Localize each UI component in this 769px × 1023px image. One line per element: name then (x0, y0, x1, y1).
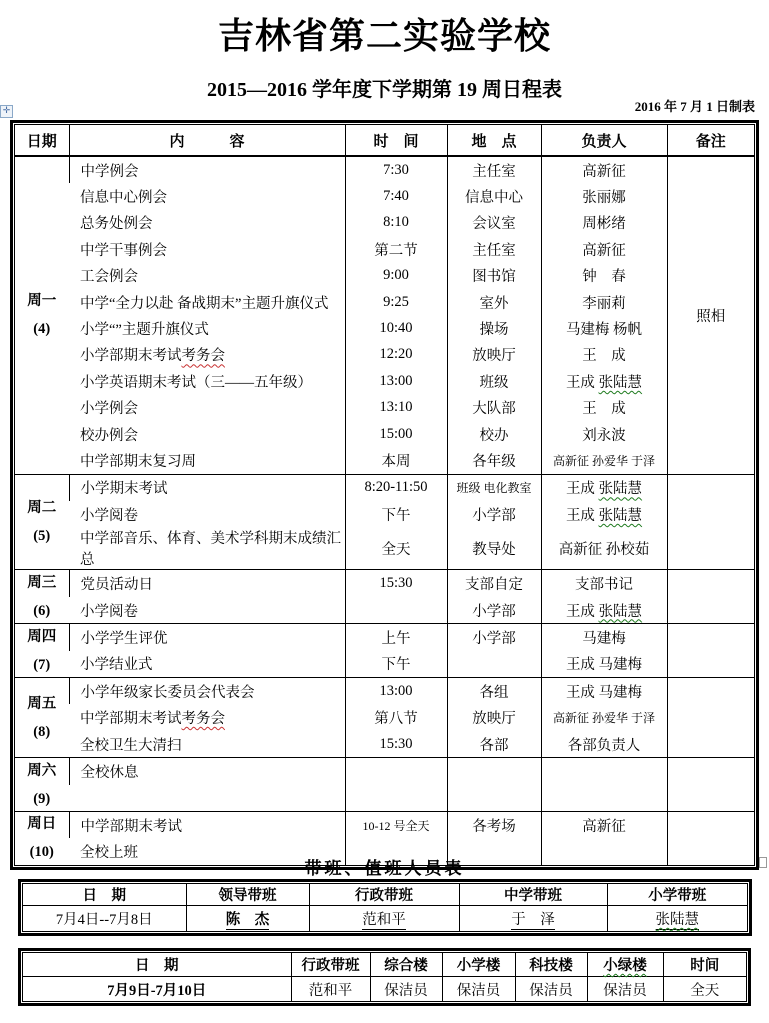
cleaning-cell: 保洁员 (370, 977, 442, 1002)
day-block (15, 678, 754, 758)
time-cell: 8:10 (345, 210, 447, 236)
person-cell: 李丽莉 (541, 289, 667, 315)
schedule-row (15, 368, 754, 394)
column-header: 日 期 (23, 884, 186, 906)
column-header: 地 点 (447, 125, 541, 156)
day-label: 周一 (4) (15, 156, 69, 474)
column-header: 小学楼 (442, 953, 515, 977)
column-header: 日期 (15, 125, 69, 156)
day-block (15, 758, 754, 812)
person-cell: 周彬绪 (541, 210, 667, 236)
schedule-row (15, 421, 754, 447)
content-cell: 小学例会 (80, 401, 138, 418)
schedule-row (15, 624, 754, 651)
column-header: 日 期 (23, 953, 291, 977)
time-cell: 12:20 (345, 342, 447, 368)
day-label: 周四 (7) (15, 624, 69, 678)
place-cell: 图书馆 (447, 263, 541, 289)
cleaning-cell: 7月9日-7月10日 (107, 982, 207, 999)
day-block (15, 570, 754, 624)
duty-data-row (23, 906, 747, 932)
place-cell: 主任室 (447, 236, 541, 262)
column-header: 中学带班 (459, 884, 607, 906)
content-cell: 小学学生评优 (69, 624, 345, 651)
schedule-table-header (15, 125, 754, 156)
person-cell: 马建梅 (541, 624, 667, 651)
time-cell: 15:00 (345, 421, 447, 447)
person-cell: 各部负责人 (541, 731, 667, 758)
person-cell: 王成 张陆慧 (541, 501, 667, 527)
time-cell: 15:30 (345, 570, 447, 597)
time-cell: 13:10 (345, 395, 447, 421)
person-cell: 王成 张陆慧 (541, 597, 667, 624)
person-cell: 支部书记 (541, 570, 667, 597)
place-cell: 放映厅 (447, 704, 541, 730)
time-cell (345, 597, 447, 624)
day-label: 周三 (6) (15, 570, 69, 624)
content-cell: 中学部期末复习周 (80, 453, 196, 470)
place-cell: 支部自定 (447, 570, 541, 597)
underlined-name: 范和平 (362, 912, 406, 928)
content-cell: 全校上班 (80, 845, 138, 862)
spellcheck-squiggle: 考务会 (181, 348, 225, 365)
place-cell: 班级 (447, 368, 541, 394)
person-cell: 高新征 (541, 156, 667, 183)
schedule-row (15, 342, 754, 368)
column-header: 小学带班 (607, 884, 747, 906)
content-cell: 小学期末考试 (69, 474, 345, 501)
person-cell: 王成 张陆慧 (541, 368, 667, 394)
person-cell (541, 785, 667, 812)
person-cell: 王 成 (541, 342, 667, 368)
time-cell: 13:00 (345, 368, 447, 394)
place-cell: 小学部 (447, 501, 541, 527)
cleaning-header-row (23, 953, 746, 977)
time-cell: 上午 (345, 624, 447, 651)
time-cell: 10-12 号全天 (345, 811, 447, 838)
time-cell (345, 758, 447, 785)
place-cell: 班级 电化教室 (447, 474, 541, 501)
schedule-row (15, 704, 754, 730)
person-cell: 高新征 (541, 811, 667, 838)
content-cell: 中学例会 (69, 156, 345, 183)
cleaning-cell: 保洁员 (515, 977, 587, 1002)
schedule-row (15, 395, 754, 421)
page-subtitle: 2015—2016 学年度下学期第 19 周日程表 (207, 79, 562, 101)
schedule-table (10, 120, 759, 870)
place-cell: 信息中心 (447, 183, 541, 209)
underlined-name: 于 泽 (511, 912, 555, 928)
schedule-row (15, 597, 754, 624)
place-cell: 会议室 (447, 210, 541, 236)
content-cell (69, 785, 345, 812)
content-cell: 中学部期末考试考务会 (80, 711, 225, 728)
schedule-row (15, 785, 754, 812)
person-cell: 高新征 孙爱华 于泽 (541, 704, 667, 730)
person-cell: 王成 张陆慧 (541, 474, 667, 501)
column-header: 备注 (667, 125, 754, 156)
place-cell (447, 651, 541, 678)
date-note: 2016 年 7 月 1 日制表 (634, 99, 755, 114)
column-header: 行政带班 (309, 884, 459, 906)
table-move-handle-icon[interactable]: ✛ (0, 105, 13, 118)
column-header: 行政带班 (291, 953, 370, 977)
duty-cell (186, 906, 309, 932)
place-cell: 校办 (447, 421, 541, 447)
schedule-row (15, 263, 754, 289)
column-header: 科技楼 (515, 953, 587, 977)
content-cell: 小学年级家长委员会代表会 (69, 678, 345, 705)
spellcheck-squiggle: 考务会 (181, 711, 225, 728)
spellcheck-squiggle: 张陆慧 (598, 481, 643, 498)
content-cell: 中学“全力以赴 备战期末”主题升旗仪式 (80, 295, 329, 312)
time-cell: 15:30 (345, 731, 447, 758)
spellcheck-squiggle: 张陆慧 (598, 603, 643, 620)
spellcheck-squiggle: 张陆慧 (655, 912, 699, 928)
place-cell: 操场 (447, 315, 541, 341)
place-cell (447, 785, 541, 812)
note-cell (667, 474, 754, 570)
content-cell: 信息中心例会 (80, 190, 167, 207)
underlined-name (656, 912, 700, 930)
note-cell (667, 624, 754, 678)
header-row (15, 125, 754, 156)
time-cell: 9:00 (345, 263, 447, 289)
day-label: 周二 (5) (15, 474, 69, 570)
schedule-row (15, 474, 754, 501)
schedule-row (15, 570, 754, 597)
schedule-row (15, 315, 754, 341)
column-header: 综合楼 (370, 953, 442, 977)
person-cell: 高新征 孙爱华 于泽 (541, 447, 667, 474)
content-cell: 小学阅卷 (80, 603, 138, 620)
time-cell: 下午 (345, 651, 447, 678)
place-cell: 放映厅 (447, 342, 541, 368)
underlined-name: 陈 杰 (225, 912, 270, 928)
time-cell: 7:30 (345, 156, 447, 183)
duty-cell (309, 906, 459, 932)
schedule-row (15, 210, 754, 236)
place-cell: 各部 (447, 731, 541, 758)
person-cell: 刘永波 (541, 421, 667, 447)
person-cell: 王 成 (541, 395, 667, 421)
place-cell: 室外 (447, 289, 541, 315)
schedule-row (15, 758, 754, 785)
content-cell: 工会例会 (80, 269, 138, 286)
content-cell: 总务处例会 (80, 216, 153, 233)
content-cell: 中学干事例会 (80, 242, 167, 259)
content-cell: 小学英语期末考试（三――五年级） (80, 374, 312, 391)
schedule-row (15, 527, 754, 570)
spellcheck-squiggle: 张陆慧 (598, 507, 643, 524)
schedule-row (15, 678, 754, 705)
duty-table (18, 879, 752, 936)
place-cell: 小学部 (447, 624, 541, 651)
schedule-row (15, 501, 754, 527)
column-header (587, 953, 663, 977)
person-cell: 高新征 孙校茹 (541, 527, 667, 570)
content-cell: 小学结业式 (80, 657, 153, 674)
place-cell: 各考场 (447, 811, 541, 838)
day-block (15, 624, 754, 678)
place-cell: 大队部 (447, 395, 541, 421)
note-cell (667, 570, 754, 624)
column-header: 内 容 (69, 125, 345, 156)
spellcheck-squiggle: 小绿楼 (603, 958, 647, 974)
cleaning-data-row (23, 977, 746, 1002)
content-cell: 小学阅卷 (80, 507, 138, 524)
cleaning-table (18, 948, 751, 1006)
place-cell: 各年级 (447, 447, 541, 474)
content-cell: 全校休息 (69, 758, 345, 785)
person-cell: 王成 马建梅 (541, 651, 667, 678)
place-cell: 教导处 (447, 527, 541, 570)
column-header: 时间 (663, 953, 746, 977)
duty-cell: 7月4日--7月8日 (55, 912, 153, 928)
cleaning-cell: 全天 (663, 977, 746, 1002)
content-cell: 校办例会 (80, 427, 138, 444)
time-cell: 10:40 (345, 315, 447, 341)
place-cell: 小学部 (447, 597, 541, 624)
schedule-row (15, 651, 754, 678)
note-cell: 照相 (667, 156, 754, 474)
note-cell (667, 678, 754, 758)
schedule-row (15, 447, 754, 474)
schedule-row (15, 289, 754, 315)
content-cell: 小学部期末考试考务会 (80, 348, 225, 365)
duty-header-row (23, 884, 747, 906)
place-cell: 各组 (447, 678, 541, 705)
time-cell: 9:25 (345, 289, 447, 315)
duty-cell (607, 906, 747, 932)
content-cell: 全校卫生大清扫 (80, 737, 182, 754)
person-cell: 王成 马建梅 (541, 678, 667, 705)
person-cell: 高新征 (541, 236, 667, 262)
person-cell: 马建梅 杨帆 (541, 315, 667, 341)
column-header: 领导带班 (186, 884, 309, 906)
cleaning-cell: 保洁员 (442, 977, 515, 1002)
person-cell (541, 758, 667, 785)
time-cell: 全天 (345, 527, 447, 570)
cleaning-cell: 范和平 (291, 977, 370, 1002)
place-cell: 主任室 (447, 156, 541, 183)
column-header: 时 间 (345, 125, 447, 156)
content-cell: 中学部期末考试 (69, 811, 345, 838)
day-label: 周五 (8) (15, 678, 69, 758)
schedule-row (15, 731, 754, 758)
time-cell: 8:20-11:50 (345, 474, 447, 501)
person-cell: 钟 春 (541, 263, 667, 289)
page-title: 吉林省第二实验学校 (217, 15, 551, 56)
note-cell (667, 758, 754, 812)
cleaning-cell: 保洁员 (587, 977, 663, 1002)
time-cell: 第二节 (345, 236, 447, 262)
time-cell: 7:40 (345, 183, 447, 209)
content-cell: 小学“”主题升旗仪式 (80, 322, 209, 339)
duty-section-title: 带班、值班人员表 (304, 859, 465, 878)
time-cell: 第八节 (345, 704, 447, 730)
day-block (15, 156, 754, 474)
schedule-row (15, 236, 754, 262)
spellcheck-squiggle: 张陆慧 (598, 374, 643, 391)
time-cell: 下午 (345, 501, 447, 527)
person-cell: 张丽娜 (541, 183, 667, 209)
place-cell (447, 758, 541, 785)
content-cell: 中学部音乐、体育、美术学科期末成绩汇总 (80, 531, 341, 569)
day-block (15, 474, 754, 570)
time-cell: 13:00 (345, 678, 447, 705)
duty-cell (459, 906, 607, 932)
time-cell (345, 785, 447, 812)
schedule-row (15, 156, 754, 183)
schedule-row (15, 183, 754, 209)
time-cell: 本周 (345, 447, 447, 474)
column-header: 负责人 (541, 125, 667, 156)
content-cell: 党员活动日 (69, 570, 345, 597)
day-label: 周日 (10) (15, 811, 69, 864)
schedule-row (15, 811, 754, 838)
day-label: 周六 (9) (15, 758, 69, 812)
